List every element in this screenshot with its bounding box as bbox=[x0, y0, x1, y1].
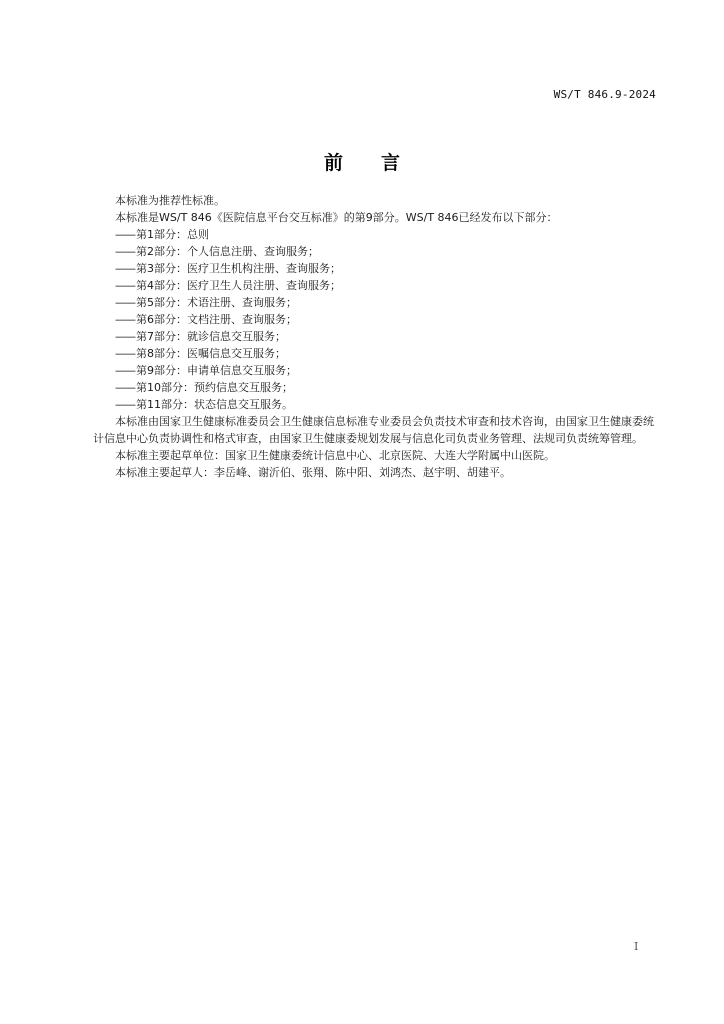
list-dash: —— bbox=[115, 313, 135, 326]
list-item bbox=[93, 294, 663, 311]
list-item-text: 第2部分：个人信息注册、查询服务； bbox=[136, 245, 319, 258]
paragraph-responsibility: 本标准由国家卫生健康标准委员会卫生健康信息标准专业委员会负责技术审查和技术咨询，由国家卫生健康委统计信息中心负责协调性和格式审查，由国家卫生健康委规划发展与信息化司负责业务管理、法规司负责统筹管理。 bbox=[93, 415, 654, 445]
page-number: I bbox=[634, 940, 639, 953]
list-item bbox=[93, 277, 663, 294]
list-item-text: 第9部分：申请单信息交互服务； bbox=[136, 364, 297, 377]
list-item bbox=[93, 226, 663, 243]
list-item bbox=[93, 345, 663, 362]
list-dash: —— bbox=[115, 262, 135, 275]
list-item-text: 第4部分：医疗卫生人员注册、查询服务； bbox=[136, 279, 341, 292]
list-dash: —— bbox=[115, 228, 135, 241]
list-dash: —— bbox=[115, 296, 135, 309]
list-item bbox=[93, 396, 663, 413]
list-item-text: 第11部分：状态信息交互服务。 bbox=[136, 398, 293, 411]
list-item bbox=[93, 379, 663, 396]
list-item bbox=[93, 362, 663, 379]
list-item bbox=[93, 328, 663, 345]
list-dash: —— bbox=[115, 381, 135, 394]
list-dash: —— bbox=[115, 279, 135, 292]
list-dash: —— bbox=[115, 330, 135, 343]
paragraph-drafting-units: 本标准主要起草单位：国家卫生健康委统计信息中心、北京医院、大连大学附属中山医院。 bbox=[115, 449, 555, 462]
paragraph-drafters: 本标准主要起草人：李岳峰、谢沂伯、张翔、陈中阳、刘鸿杰、赵宇明、胡建平。 bbox=[115, 466, 511, 479]
list-dash: —— bbox=[115, 398, 135, 411]
list-item-text: 第7部分：就诊信息交互服务； bbox=[136, 330, 286, 343]
page-title: 前言 bbox=[323, 152, 438, 174]
paragraph-series: 本标准是WS/T 846《医院信息平台交互标准》的第9部分。WS/T 846已经发布以下部分： bbox=[115, 211, 558, 224]
list-dash: —— bbox=[115, 364, 135, 377]
list-dash: —— bbox=[115, 347, 135, 360]
list-dash: —— bbox=[115, 245, 135, 258]
list-item bbox=[93, 260, 663, 277]
list-item-text: 第1部分：总则 bbox=[136, 228, 209, 241]
paragraph-recommended: 本标准为推荐性标准。 bbox=[115, 194, 225, 207]
list-item-text: 第3部分：医疗卫生机构注册、查询服务； bbox=[136, 262, 341, 275]
document-id: WS/T 846.9-2024 bbox=[553, 88, 656, 101]
list-item-text: 第8部分：医嘱信息交互服务； bbox=[136, 347, 286, 360]
foreword-body bbox=[93, 192, 663, 481]
list-item-text: 第10部分：预约信息交互服务； bbox=[136, 381, 293, 394]
list-item bbox=[93, 243, 663, 260]
list-item-text: 第5部分：术语注册、查询服务； bbox=[136, 296, 297, 309]
list-item-text: 第6部分：文档注册、查询服务； bbox=[136, 313, 297, 326]
list-item bbox=[93, 311, 663, 328]
